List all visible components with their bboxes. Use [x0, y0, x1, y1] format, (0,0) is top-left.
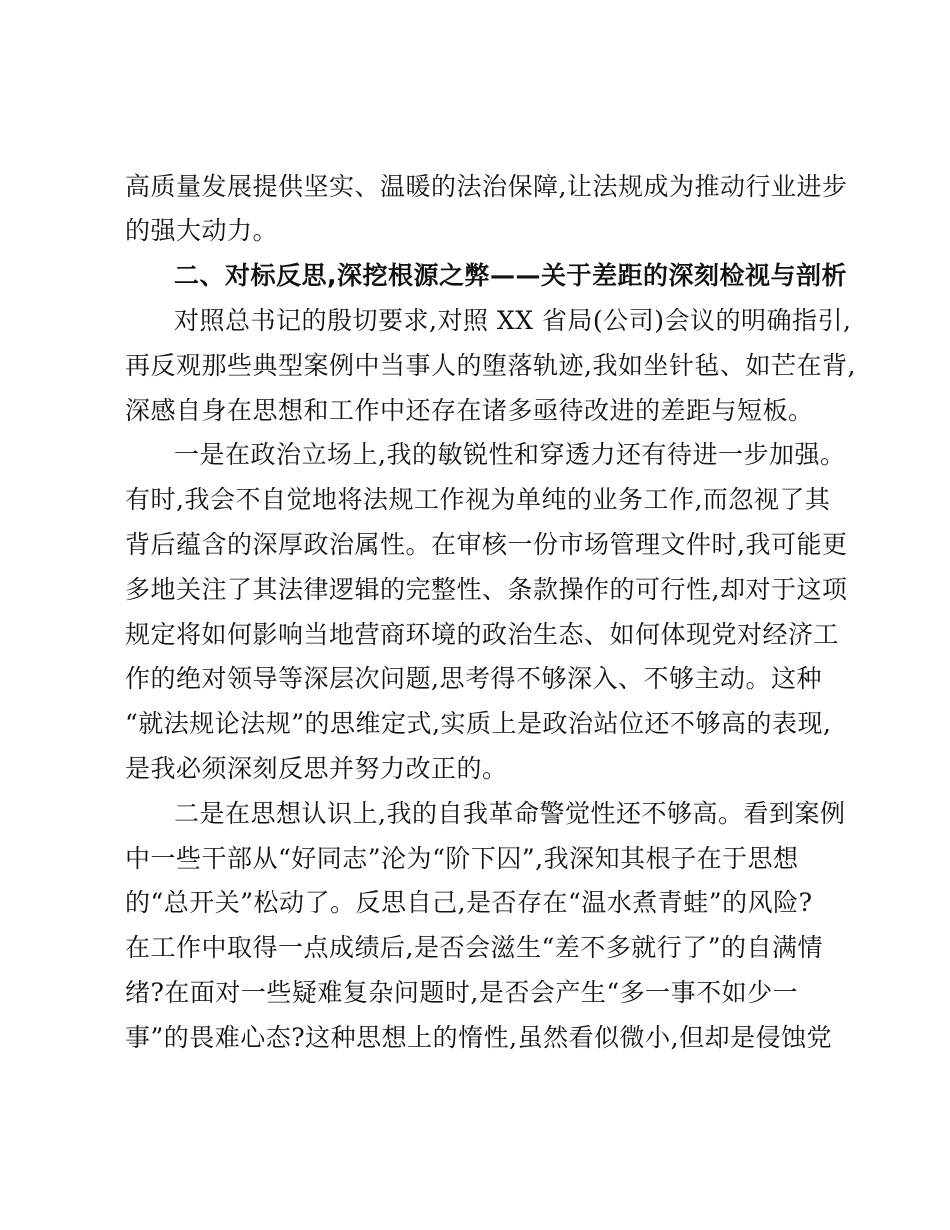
- body-line-4: 再反观那些典型案例中当事人的堕落轨迹,我如坐针毡、如芒在背,: [125, 351, 856, 380]
- body-line-10: 规定将如何影响当地营商环境的政治生态、如何体现党对经济工: [125, 620, 840, 649]
- body-line-5: 深感自身在思想和工作中还存在诸多亟待改进的差距与短板。: [125, 396, 814, 425]
- body-line-3: 对照总书记的殷切要求,对照 XX 省局(公司)会议的明确指引,: [174, 306, 852, 335]
- body-line-9: 多地关注了其法律逻辑的完整性、条款操作的可行性,却对于这项: [125, 575, 848, 604]
- body-line-2: 的强大动力。: [125, 216, 279, 245]
- body-line-16: 的“总开关”松动了。反思自己,是否存在“温水煮青蛙”的风险?: [125, 888, 813, 917]
- body-line-15: 中一些干部从“好同志”沦为“阶下囚”,我深知其根子在于思想: [125, 844, 799, 873]
- body-line-11: 作的绝对领导等深层次问题,思考得不够深入、不够主动。这种: [125, 664, 822, 693]
- body-line-14: 二是在思想认识上,我的自我革命警觉性还不够高。看到案例: [174, 799, 846, 828]
- body-line-6: 一是在政治立场上,我的敏锐性和穿透力还有待进一步加强。: [174, 440, 846, 469]
- body-line-13: 是我必须深刻反思并努力改正的。: [125, 754, 508, 783]
- body-line-7: 有时,我会不自觉地将法规工作视为单纯的业务工作,而忽视了其: [125, 485, 831, 514]
- body-line-8: 背后蕴含的深厚政治属性。在审核一份市场管理文件时,我可能更: [125, 530, 848, 559]
- body-line-18: 绪?在面对一些疑难复杂问题时,是否会产生“多一事不如少一: [125, 978, 799, 1007]
- body-line-1: 高质量发展提供坚实、温暖的法治保障,让法规成为推动行业进步: [125, 172, 848, 201]
- body-line-12: “就法规论法规”的思维定式,实质上是政治站位还不够高的表现,: [125, 709, 832, 738]
- section-heading: 二、对标反思,深挖根源之弊——关于差距的深刻检视与剖析: [174, 261, 847, 290]
- body-line-17: 在工作中取得一点成绩后,是否会滋生“差不多就行了”的自满情: [125, 933, 824, 962]
- body-line-19: 事”的畏难心态?这种思想上的惰性,虽然看似微小,但却是侵蚀党: [125, 1023, 833, 1052]
